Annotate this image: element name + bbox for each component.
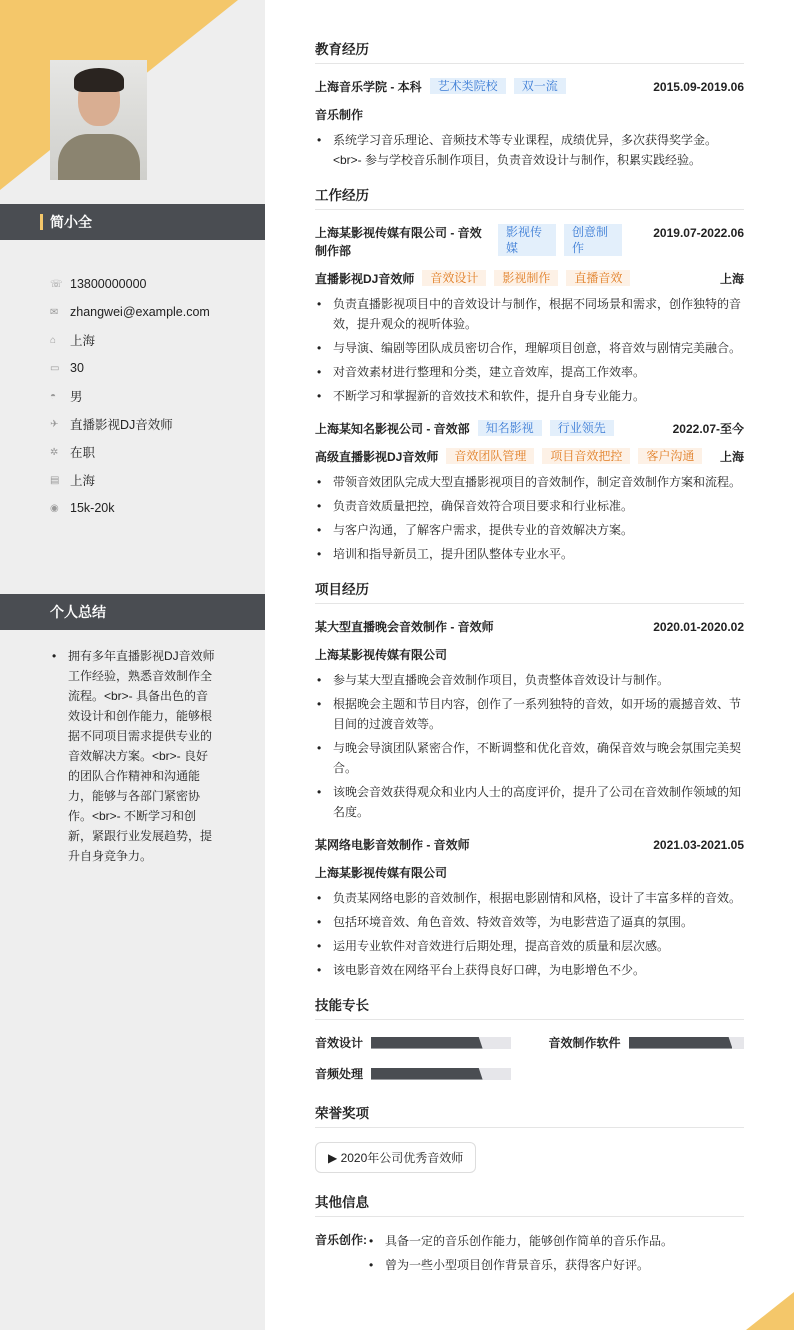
contact-text: 在职 <box>70 446 96 460</box>
contact-text: 直播影视DJ音效师 <box>70 418 173 432</box>
tag: 双一流 <box>514 78 566 94</box>
date: 2021.03-2021.05 <box>653 838 744 852</box>
contact-item <box>50 270 210 298</box>
entry-title-group <box>315 224 622 260</box>
avatar <box>50 60 147 180</box>
tag: 知名影视 <box>478 420 542 436</box>
list-item: • 参与某大型直播晚会音效制作项目，负责整体音效设计与制作。 <box>315 670 744 690</box>
award-item[interactable]: ▶ 2020年公司优秀音效师 <box>315 1142 476 1173</box>
contact-list <box>50 270 210 522</box>
experience-entry <box>315 836 744 980</box>
bullet-list <box>315 888 744 980</box>
skill-bar-fill <box>371 1037 483 1049</box>
plane-icon: ✈ <box>50 418 59 430</box>
list-item: • 根据晚会主题和节目内容，创作了一系列独特的音效，如开场的震撼音效、节目间的过渡音效等。 <box>315 694 744 734</box>
entry-title-group <box>315 836 470 854</box>
entry-title: 某大型直播晚会音效制作 - 音效师 <box>315 620 494 634</box>
skill-item <box>549 1034 745 1051</box>
gender-icon: ◓ <box>50 390 57 402</box>
entry-title: 上海某知名影视公司 - 音效部 <box>315 422 470 436</box>
contact-text: 上海 <box>70 474 96 488</box>
skill-bar-fill <box>371 1068 483 1080</box>
school-name: 上海音乐学院 - 本科 <box>315 80 422 94</box>
experience-entry <box>315 618 744 822</box>
contact-text: 15k-20k <box>70 501 115 515</box>
role: 高级直播影视DJ音效师 <box>315 450 439 464</box>
organization: 上海某影视传媒有限公司 <box>315 866 448 880</box>
list-item: • 该晚会音效获得观众和业内人士的高度评价，提升了公司在音效制作领域的知名度。 <box>315 782 744 822</box>
award-label: 2020年公司优秀音效师 <box>340 1151 464 1165</box>
contact-item <box>50 326 210 354</box>
section-title: 工作经历 <box>315 184 744 210</box>
contact-text: 13800000000 <box>70 277 147 291</box>
salary-icon: ◉ <box>50 502 59 514</box>
tag: 直播音效 <box>566 270 630 286</box>
age-icon: ▭ <box>50 362 60 374</box>
contact-item <box>50 298 210 326</box>
status-icon: ✲ <box>50 446 59 458</box>
skill-bar-fill <box>629 1037 733 1049</box>
skill-bar <box>371 1068 510 1080</box>
bullet-list <box>315 670 744 822</box>
tag: 项目音效把控 <box>542 448 630 464</box>
list-item: • 运用专业软件对音效进行后期处理，提高音效的质量和层次感。 <box>315 936 744 956</box>
list-item: • 与客户沟通，了解客户需求，提供专业的音效解决方案。 <box>315 520 744 540</box>
entry-title: 上海某影视传媒有限公司 - 音效制作部 <box>315 226 482 258</box>
entry-header <box>315 836 744 854</box>
list-item: • 负责某网络电影的音效制作，根据电影剧情和风格，设计了丰富多样的音效。 <box>315 888 744 908</box>
contact-item <box>50 466 210 494</box>
summary-item: • 拥有多年直播影视DJ音效师工作经验，熟悉音效制作全流程。<br>- 具备出色的音效设计和创作能力，能够根据不同项目需求提供专业的音效解决方案。<br>- 良好的团队合作精神和沟通能力，能够与各部门紧密协作。<br>- 不断学习和创新，紧跟行业发展趋势，提升自身竞争力。 <box>50 646 218 866</box>
tag: 行业领先 <box>550 420 614 436</box>
tag: 影视制作 <box>494 270 558 286</box>
role-group <box>315 270 630 288</box>
other-info <box>315 1231 744 1279</box>
list-item: • 具备一定的音乐创作能力，能够创作简单的音乐作品。 <box>367 1231 673 1251</box>
major: 音乐制作 <box>315 108 364 122</box>
entry-header <box>315 224 744 260</box>
list-item: • 不断学习和掌握新的音效技术和软件，提升自身专业能力。 <box>315 386 744 406</box>
city: 上海 <box>719 450 744 464</box>
organization: 上海某影视传媒有限公司 <box>315 648 448 662</box>
skill-item <box>315 1034 511 1051</box>
list-item: • 系统学习音乐理论、音频技术等专业课程，成绩优异，多次获得奖学金。<br>- 参与学校音乐制作项目，负责音效设计与制作，积累实践经验。 <box>315 130 744 170</box>
main-content <box>315 38 744 1279</box>
contact-text: 上海 <box>70 334 96 348</box>
experience-entry <box>315 224 744 406</box>
entry-title-group <box>315 420 614 438</box>
contact-item <box>50 354 210 382</box>
phone-icon: ☏ <box>50 278 63 290</box>
contact-text: 男 <box>70 390 83 404</box>
date: 2022.07-至今 <box>672 422 744 436</box>
decor-triangle <box>746 1292 794 1330</box>
entry-title: 某网络电影音效制作 - 音效师 <box>315 838 470 852</box>
section-title-awards: 荣誉奖项 <box>315 1102 744 1128</box>
other-label: 音乐创作: <box>315 1233 367 1247</box>
summary-heading: 个人总结 <box>0 594 265 630</box>
list-item: • 对音效素材进行整理和分类，建立音效库，提高工作效率。 <box>315 362 744 382</box>
home-icon: ⌂ <box>50 334 57 346</box>
list-item: • 与晚会导演团队紧密合作，不断调整和优化音效，确保音效与晚会氛围完美契合。 <box>315 738 744 778</box>
summary-text <box>50 646 218 870</box>
skill-list <box>315 1034 744 1082</box>
role: 直播影视DJ音效师 <box>315 272 415 286</box>
section-title-education: 教育经历 <box>315 38 744 64</box>
section-title: 项目经历 <box>315 578 744 604</box>
building-icon: ▤ <box>50 474 60 486</box>
date: 2020.01-2020.02 <box>653 620 744 634</box>
skill-name: 音频处理 <box>315 1067 364 1081</box>
entry-header <box>315 420 744 438</box>
tag: 音效团队管理 <box>446 448 534 464</box>
name-heading: 简小全 <box>0 204 265 240</box>
list-item: • 负责直播影视项目中的音效设计与制作，根据不同场景和需求，创作独特的音效，提升观众的视听体验。 <box>315 294 744 334</box>
contact-item <box>50 494 210 522</box>
list-item: • 该电影音效在网络平台上获得良好口碑，为电影增色不少。 <box>315 960 744 980</box>
tag: 艺术类院校 <box>430 78 506 94</box>
bullet-list <box>315 472 744 564</box>
contact-item <box>50 410 210 438</box>
section-title-other: 其他信息 <box>315 1191 744 1217</box>
skill-name: 音效设计 <box>315 1036 364 1050</box>
sidebar <box>0 0 265 1330</box>
list-item: • 带领音效团队完成大型直播影视项目的音效制作，制定音效制作方案和流程。 <box>315 472 744 492</box>
date: 2015.09-2019.06 <box>653 80 744 94</box>
list-item: • 培训和指导新员工，提升团队整体专业水平。 <box>315 544 744 564</box>
mail-icon: ✉ <box>50 306 59 318</box>
contact-item <box>50 382 210 410</box>
experience-entry <box>315 420 744 564</box>
contact-text: zhangwei@example.com <box>70 305 210 319</box>
list-item: • 曾为一些小型项目创作背景音乐，获得客户好评。 <box>367 1255 673 1275</box>
tag: 创意制作 <box>564 224 622 256</box>
tag: 影视传媒 <box>498 224 556 256</box>
date: 2019.07-2022.06 <box>653 226 744 240</box>
skill-item <box>315 1065 511 1082</box>
list-item: • 与导演、编剧等团队成员密切合作，理解项目创意，将音效与剧情完美融合。 <box>315 338 744 358</box>
education-entry <box>315 78 744 170</box>
city: 上海 <box>719 272 744 286</box>
role-group <box>315 448 702 466</box>
role-row <box>315 448 744 466</box>
entry-header <box>315 618 744 636</box>
role-row <box>315 270 744 288</box>
bullet-list <box>315 294 744 406</box>
contact-item <box>50 438 210 466</box>
section-title-skills: 技能专长 <box>315 994 744 1020</box>
skill-name: 音效制作软件 <box>548 1036 621 1050</box>
skill-bar <box>629 1037 744 1049</box>
tag: 客户沟通 <box>638 448 702 464</box>
list-item: • 负责音效质量把控，确保音效符合项目要求和行业标准。 <box>315 496 744 516</box>
list-item: • 包括环境音效、角色音效、特效音效等，为电影营造了逼真的氛围。 <box>315 912 744 932</box>
entry-title-group <box>315 618 494 636</box>
skill-bar <box>371 1037 510 1049</box>
tag: 音效设计 <box>422 270 486 286</box>
contact-text: 30 <box>70 361 84 375</box>
